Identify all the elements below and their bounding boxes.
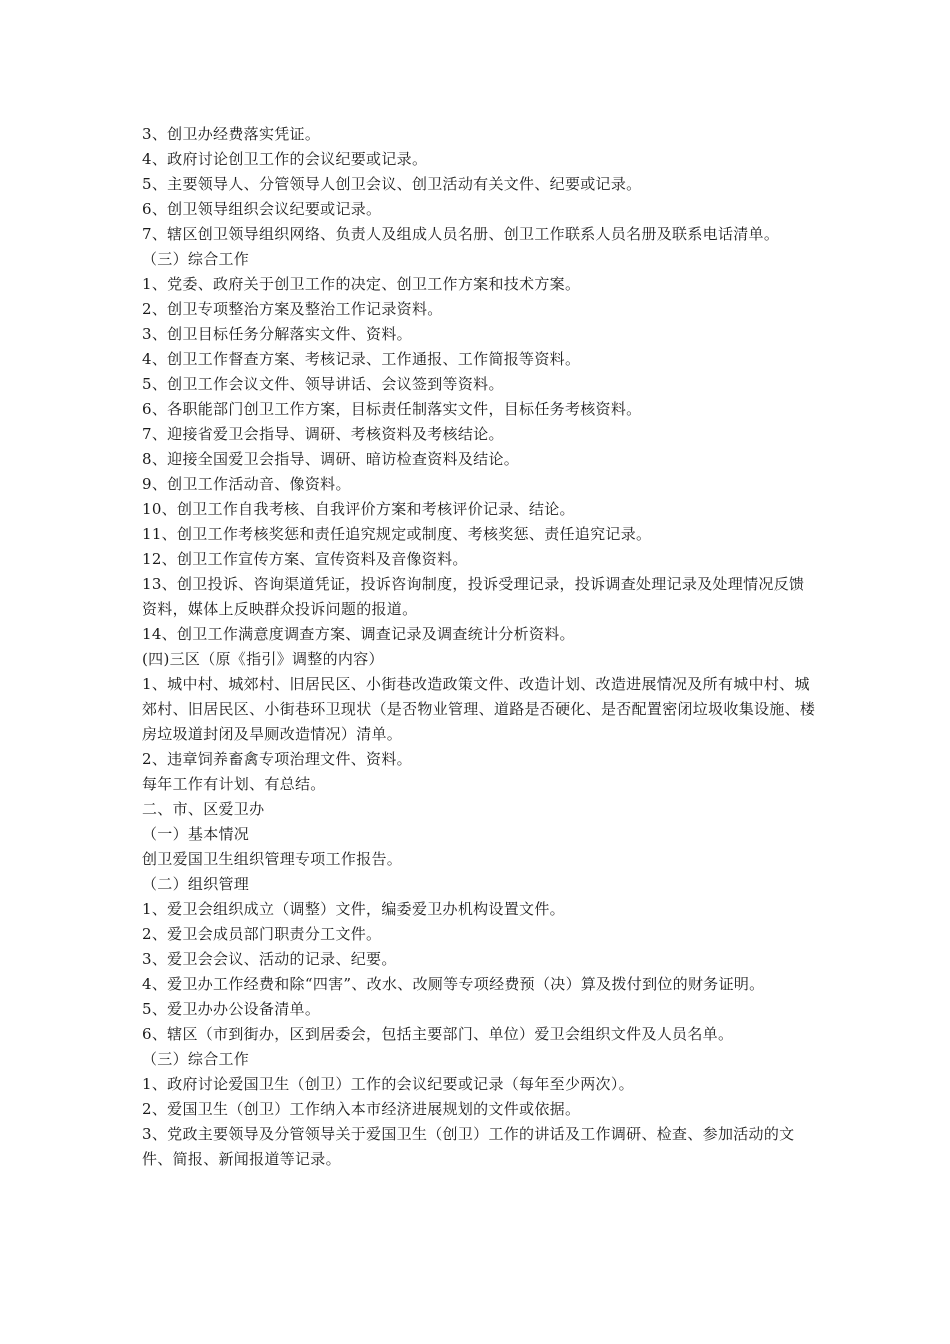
text-line: 7、迎接省爱卫会指导、调研、考核资料及考核结论。 bbox=[142, 425, 504, 443]
section-heading: （一）基本情况 bbox=[142, 825, 250, 843]
text-line: 6、辖区（市到街办，区到居委会，包括主要部门、单位）爱卫会组织文件及人员名单。 bbox=[142, 1025, 734, 1043]
text-line: 创卫爱国卫生组织管理专项工作报告。 bbox=[142, 850, 403, 868]
text-line: 2、爱卫会成员部门职责分工文件。 bbox=[142, 925, 382, 943]
text-line: 4、爱卫办工作经费和除“四害”、改水、改厕等专项经费预（决）算及拨付到位的财务证明。 bbox=[142, 975, 765, 993]
document-body bbox=[142, 122, 818, 1172]
text-line: 3、党政主要领导及分管领导关于爱国卫生（创卫）工作的讲话及工作调研、检查、参加活动的文件、简报、新闻报道等记录。 bbox=[142, 1125, 795, 1168]
text-line: 9、创卫工作活动音、像资料。 bbox=[142, 475, 351, 493]
section-heading: （三）综合工作 bbox=[142, 250, 250, 268]
text-line: 6、创卫领导组织会议纪要或记录。 bbox=[142, 200, 382, 218]
section-heading: (四)三区（原《指引》调整的内容） bbox=[142, 650, 384, 668]
section-heading: 二、市、区爱卫办 bbox=[142, 800, 265, 818]
text-line: 4、创卫工作督查方案、考核记录、工作通报、工作简报等资料。 bbox=[142, 350, 581, 368]
text-line: 3、爱卫会会议、活动的记录、纪要。 bbox=[142, 950, 397, 968]
text-line: 5、创卫工作会议文件、领导讲话、会议签到等资料。 bbox=[142, 375, 504, 393]
text-line: 11、创卫工作考核奖惩和责任追究规定或制度、考核奖惩、责任追究记录。 bbox=[142, 525, 652, 543]
text-line: 2、爱国卫生（创卫）工作纳入本市经济进展规划的文件或依据。 bbox=[142, 1100, 581, 1118]
text-line: 1、党委、政府关于创卫工作的决定、创卫工作方案和技术方案。 bbox=[142, 275, 581, 293]
text-line: 5、主要领导人、分管领导人创卫会议、创卫活动有关文件、纪要或记录。 bbox=[142, 175, 642, 193]
section-heading: （三）综合工作 bbox=[142, 1050, 250, 1068]
text-line: 3、创卫目标任务分解落实文件、资料。 bbox=[142, 325, 412, 343]
text-line: 12、创卫工作宣传方案、宣传资料及音像资料。 bbox=[142, 550, 468, 568]
text-line: 7、辖区创卫领导组织网络、负责人及组成人员名册、创卫工作联系人员名册及联系电话清单。 bbox=[142, 225, 780, 243]
text-line: 10、创卫工作自我考核、自我评价方案和考核评价记录、结论。 bbox=[142, 500, 575, 518]
text-line: 2、创卫专项整治方案及整治工作记录资料。 bbox=[142, 300, 443, 318]
text-line: 13、创卫投诉、咨询渠道凭证，投诉咨询制度，投诉受理记录，投诉调查处理记录及处理情况反馈资料，媒体上反映群众投诉问题的报道。 bbox=[142, 575, 805, 618]
text-line: 5、爱卫办办公设备清单。 bbox=[142, 1000, 321, 1018]
text-line: 4、政府讨论创卫工作的会议纪要或记录。 bbox=[142, 150, 428, 168]
text-line: 每年工作有计划、有总结。 bbox=[142, 775, 326, 793]
text-line: 1、爱卫会组织成立（调整）文件，编委爱卫办机构设置文件。 bbox=[142, 900, 565, 918]
text-line: 8、迎接全国爱卫会指导、调研、暗访检查资料及结论。 bbox=[142, 450, 520, 468]
text-line: 3、创卫办经费落实凭证。 bbox=[142, 125, 321, 143]
text-line: 1、城中村、城郊村、旧居民区、小街巷改造政策文件、改造计划、改造进展情况及所有城中村、城郊村、旧居民区、小街巷环卫现状（是否物业管理、道路是否硬化、是否配置密闭垃圾收集设施、楼房垃圾道封闭及旱厕改造情况）清单。 bbox=[142, 675, 816, 743]
text-line: 6、各职能部门创卫工作方案，目标责任制落实文件，目标任务考核资料。 bbox=[142, 400, 642, 418]
text-line: 1、政府讨论爱国卫生（创卫）工作的会议纪要或记录（每年至少两次）。 bbox=[142, 1075, 634, 1093]
text-line: 14、创卫工作满意度调查方案、调查记录及调查统计分析资料。 bbox=[142, 625, 575, 643]
section-heading: （二）组织管理 bbox=[142, 875, 250, 893]
text-line: 2、违章饲养畜禽专项治理文件、资料。 bbox=[142, 750, 412, 768]
